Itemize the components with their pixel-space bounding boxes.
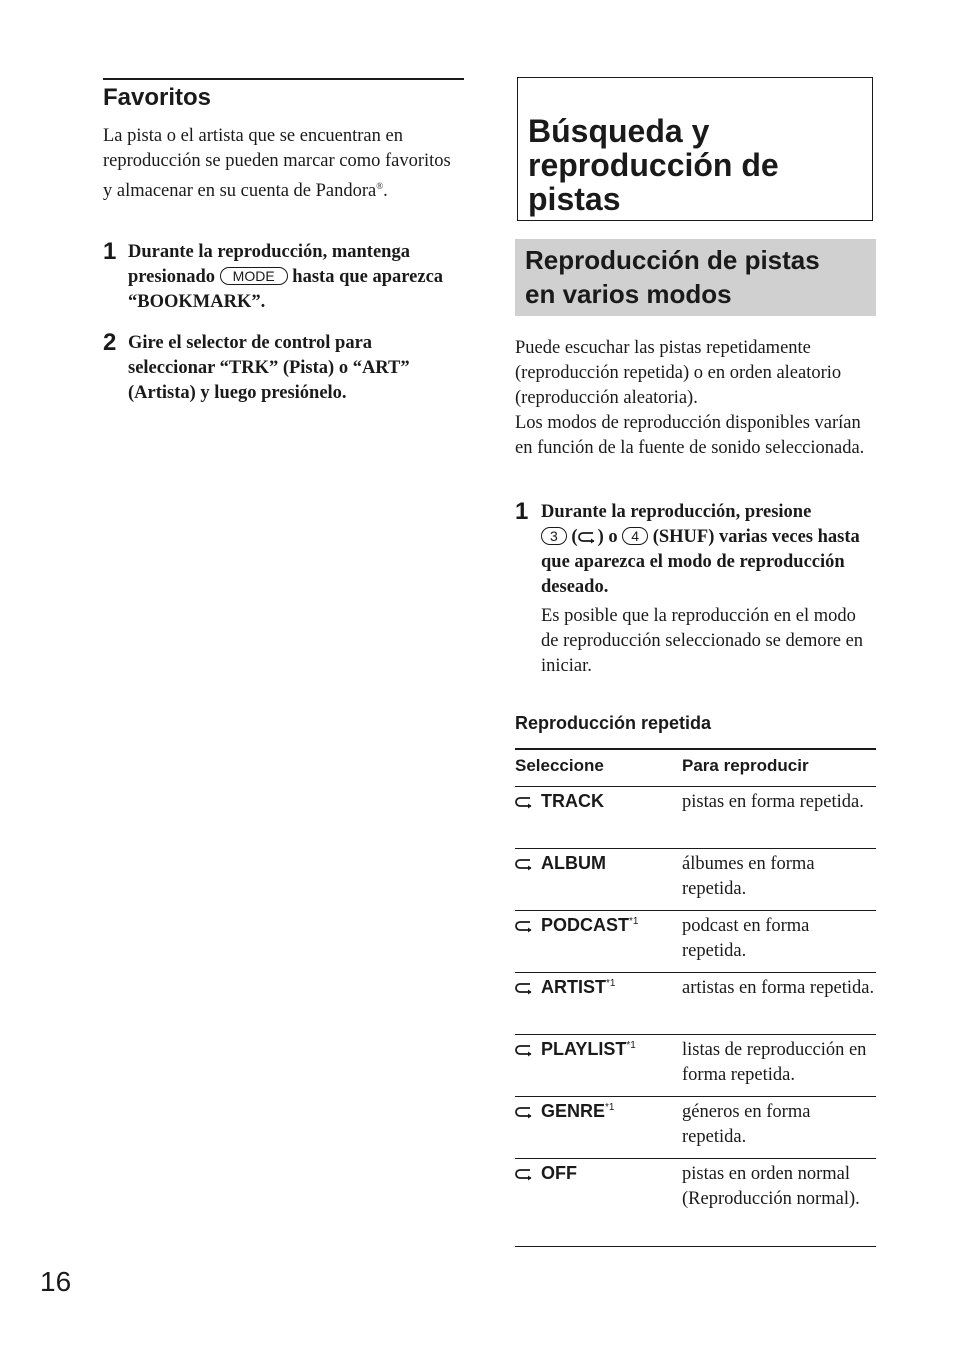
- row-description: listas de reproducción en forma repetida.: [682, 1040, 867, 1085]
- row-description: álbumes en forma repetida.: [682, 854, 815, 899]
- repeat-icon: [515, 981, 535, 995]
- chapter-title: Búsqueda y reproducción de pistas: [528, 113, 779, 217]
- table-header: [515, 750, 876, 787]
- row-description: podcast en forma repetida.: [682, 916, 810, 961]
- step-number: 1: [515, 498, 529, 525]
- repeat-icon: [515, 857, 535, 871]
- mode-key: MODE: [220, 267, 288, 285]
- intro-paragraph: Puede escuchar las pistas repetidamente (reproducción repetida) o en orden aleatorio (reproducción aleatoria). Los modos de reproducción disponibles varían en función de la fuente de sonido seleccionada.: [515, 338, 865, 458]
- key-4: 4: [622, 527, 648, 545]
- step-number: 1: [103, 238, 117, 265]
- repeat-icon: [515, 795, 535, 809]
- key-3: 3: [541, 527, 567, 545]
- step-text: Durante la reproducción, presione 3 ( ) o 4 (SHUF) varias veces hasta que aparezca el modo de reproducción deseado.: [541, 502, 860, 597]
- row-description: pistas en orden normal (Reproducción normal).: [682, 1164, 860, 1209]
- table-row: [515, 787, 876, 849]
- repeat-icon: [578, 530, 598, 544]
- table-row: [515, 911, 876, 973]
- repeat-icon: [515, 1105, 535, 1119]
- row-description: géneros en forma repetida.: [682, 1102, 811, 1147]
- row-mode: PLAYLIST$^{*1}$: [515, 1039, 636, 1060]
- section-title-band: [515, 239, 876, 316]
- table-row: [515, 1035, 876, 1097]
- chapter-title-box: [517, 77, 873, 221]
- header-para-reproducir: Para reproducir: [682, 756, 809, 775]
- table-row: [515, 849, 876, 911]
- step-number: 2: [103, 329, 117, 356]
- table-row: [515, 1097, 876, 1159]
- table-row: [515, 1159, 876, 1247]
- step-text: Durante la reproducción, mantenga presionado MODE hasta que aparezca “BOOKMARK”.: [128, 242, 444, 312]
- favoritos-intro: La pista o el artista que se encuentran en reproducción se pueden marcar como favoritos y almacenar en su cuenta de Pandora®.: [103, 126, 451, 202]
- step-note: Es posible que la reproducción en el modo de reproducción seleccionado se demore en iniciar.: [541, 606, 864, 676]
- favoritos-heading: Favoritos: [103, 84, 212, 111]
- row-mode: PODCAST$^{*1}$: [515, 915, 638, 936]
- row-description: pistas en forma repetida.: [682, 792, 864, 812]
- step-text: Gire el selector de control para seleccionar “TRK” (Pista) o “ART” (Artista) y luego presiónelo.: [128, 333, 410, 403]
- table-row: [515, 973, 876, 1035]
- table-title: Reproducción repetida: [515, 713, 712, 733]
- repeat-icon: [515, 1167, 535, 1181]
- row-mode: ARTIST$^{*1}$: [515, 977, 615, 998]
- row-mode: ALBUM: [515, 853, 606, 874]
- section-title: Reproducción de pistas en varios modos: [525, 245, 820, 309]
- row-mode: GENRE$^{*1}$: [515, 1101, 614, 1122]
- header-seleccione: Seleccione: [515, 756, 604, 775]
- repeat-icon: [515, 919, 535, 933]
- row-description: artistas en forma repetida.: [682, 978, 875, 998]
- repeat-icon: [515, 1043, 535, 1057]
- row-mode: OFF: [515, 1163, 577, 1184]
- row-mode: TRACK: [515, 791, 604, 812]
- repeat-table: [515, 748, 876, 1247]
- page-number: 16: [40, 1266, 72, 1297]
- section-rule: [103, 78, 464, 80]
